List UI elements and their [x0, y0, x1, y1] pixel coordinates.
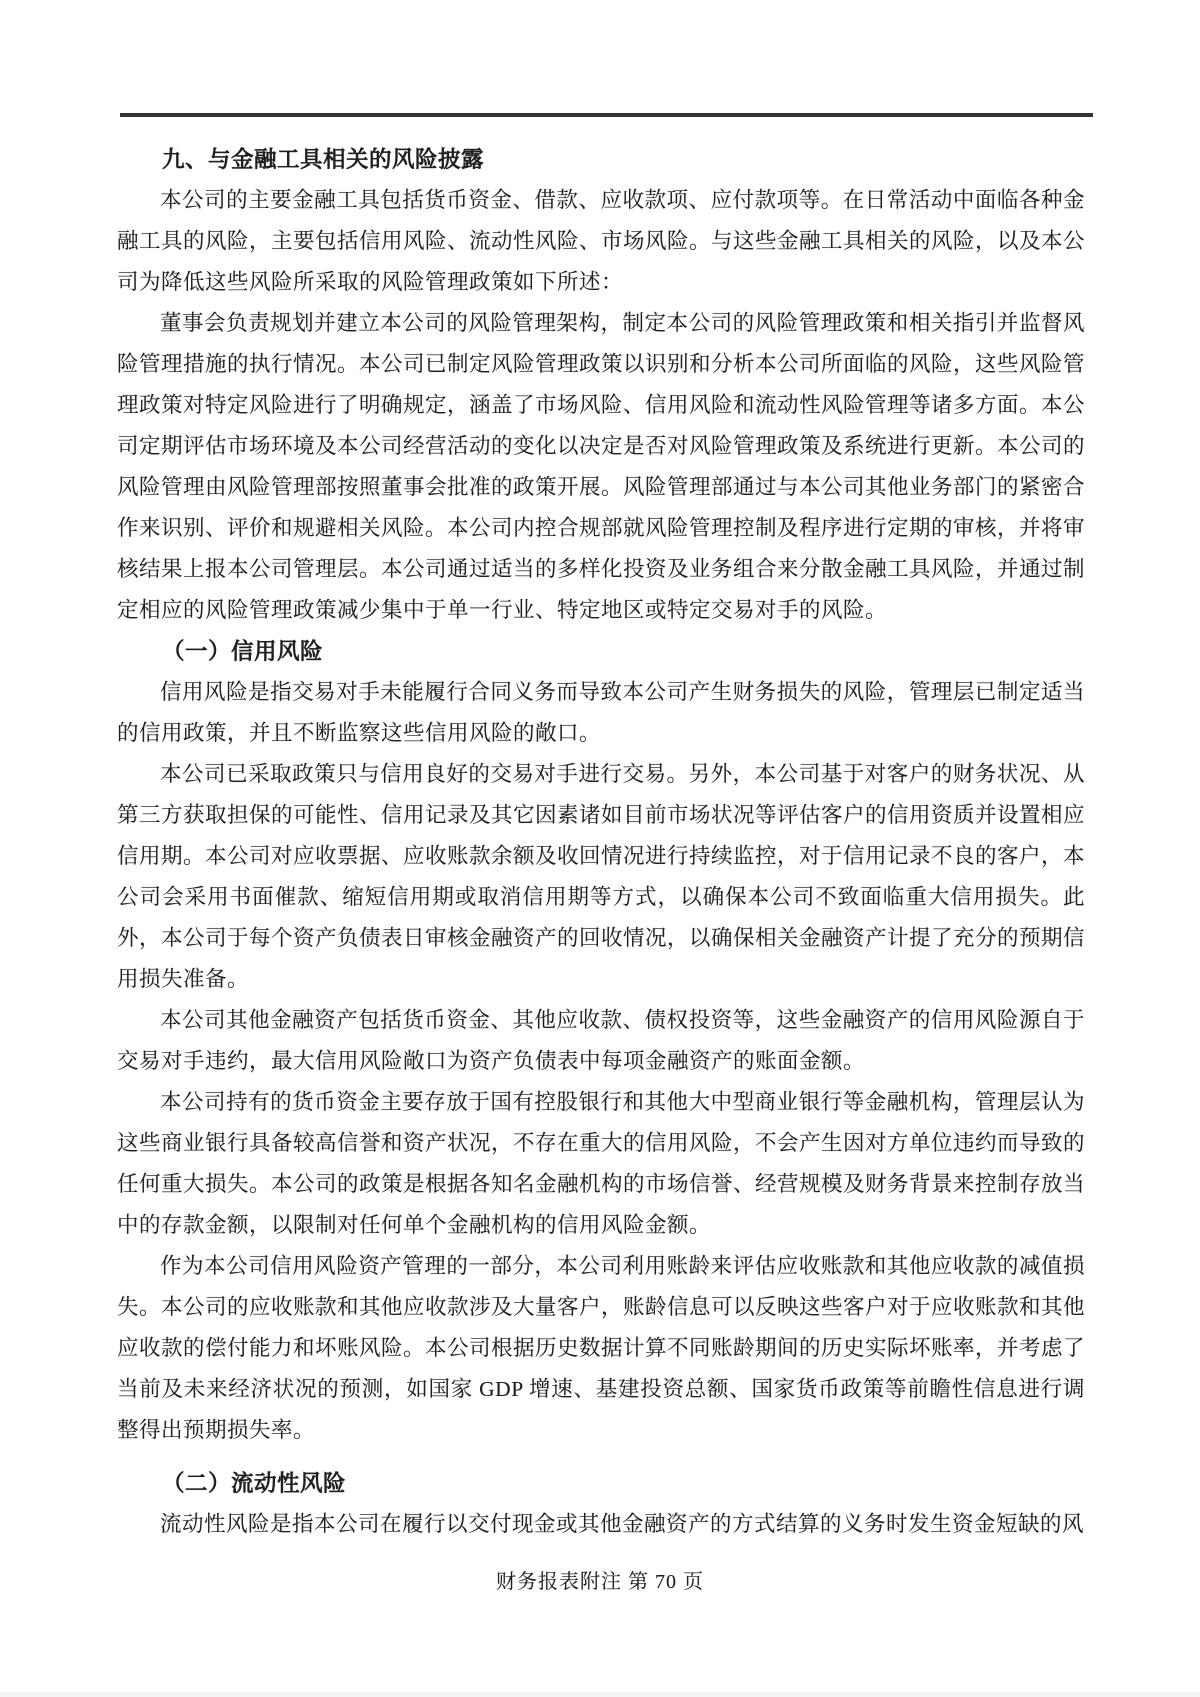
subheading-liquidity-risk: （二）流动性风险	[162, 1471, 347, 1496]
paragraph-other-financial-assets-exposure: 本公司其他金融资产包括货币资金、其他应收款、债权投资等，这些金融资产的信用风险源自于交易对手违约，最大信用风险敞口为资产负债表中每项金融资产的账面金额。	[117, 1008, 1085, 1073]
paragraph-credit-risk-definition: 信用风险是指交易对手未能履行合同义务而导致本公司产生财务损失的风险，管理层已制定适当的信用政策，并且不断监察这些信用风险的敞口。	[117, 680, 1085, 745]
document-body	[117, 139, 1085, 1545]
section-heading-financial-instrument-risks: 九、与金融工具相关的风险披露	[162, 147, 485, 172]
paragraph-main-instruments-overview: 本公司的主要金融工具包括货币资金、借款、应收款项、应付款项等。在日常活动中面临各种金融工具的风险，主要包括信用风险、流动性风险、市场风险。与这些金融工具相关的风险，以及本公司为降低这些风险所采取的风险管理政策如下所述：	[117, 188, 1086, 294]
paragraph-board-risk-management-framework: 董事会负责规划并建立本公司的风险管理架构，制定本公司的风险管理政策和相关指引并监督风险管理措施的执行情况。本公司已制定风险管理政策以识别和分析本公司所面临的风险，这些风险管理政策对特定风险进行了明确规定，涵盖了市场风险、信用风险和流动性风险管理等诸多方面。本公司定期评估市场环境及本公司经营活动的变化以决定是否对风险管理政策及系统进行更新。本公司的风险管理由风险管理部按照董事会批准的政策开展。风险管理部通过与本公司其他业务部门的紧密合作来识别、评价和规避相关风险。本公司内控合规部就风险管理控制及程序进行定期的审核，并将审核结果上报本公司管理层。本公司通过适当的多样化投资及业务组合来分散金融工具风险，并通过制定相应的风险管理政策减少集中于单一行业、特定地区或特定交易对手的风险。	[117, 311, 1086, 622]
paragraph-credit-policy-counterparties: 本公司已采取政策只与信用良好的交易对手进行交易。另外，本公司基于对客户的财务状况、从第三方获取担保的可能性、信用记录及其它因素诸如目前市场状况等评估客户的信用资质并设置相应信用期。本公司对应收票据、应收账款余额及收回情况进行持续监控，对于信用记录不良的客户，本公司会采用书面催款、缩短信用期或取消信用期等方式，以确保本公司不致面临重大信用损失。此外，本公司于每个资产负债表日审核金融资产的回收情况，以确保相关金融资产计提了充分的预期信用损失准备。	[117, 762, 1086, 991]
paragraph-aging-analysis-expected-loss: 作为本公司信用风险资产管理的一部分，本公司利用账龄来评估应收账款和其他应收款的减值损失。本公司的应收账款和其他应收款涉及大量客户，账龄信息可以反映这些客户对于应收账款和其他应收款的偿付能力和坏账风险。本公司根据历史数据计算不同账龄期间的历史实际坏账率，并考虑了当前及未来经济状况的预测，如国家 GDP 增速、基建投资总额、国家货币政策等前瞻性信息进行调整得出预期损失率。	[117, 1254, 1086, 1442]
scan-bottom-edge	[0, 1692, 1200, 1697]
subheading-credit-risk: （一）信用风险	[162, 639, 324, 664]
header-rule	[120, 113, 1093, 117]
page-footer: 财务报表附注 第 70 页	[496, 1571, 704, 1593]
paragraph-liquidity-risk-definition: 流动性风险是指本公司在履行以交付现金或其他金融资产的方式结算的义务时发生资金短缺的风	[160, 1512, 1085, 1536]
paragraph-bank-deposits-credit-risk: 本公司持有的货币资金主要存放于国有控股银行和其他大中型商业银行等金融机构，管理层认为这些商业银行具备较高信誉和资产状况，不存在重大的信用风险，不会产生因对方单位违约而导致的任何重大损失。本公司的政策是根据各知名金融机构的市场信誉、经营规模及财务背景来控制存放当中的存款金额，以限制对任何单个金融机构的信用风险金额。	[117, 1090, 1086, 1237]
